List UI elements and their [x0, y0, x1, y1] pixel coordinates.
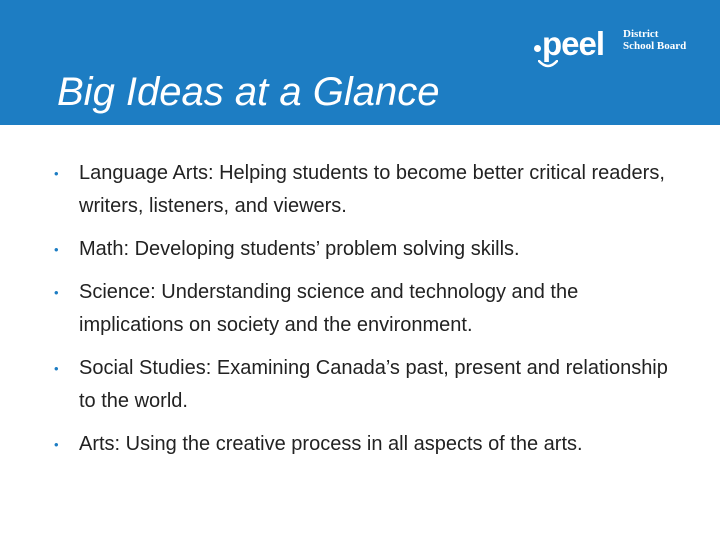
bullet-text: Math: Developing students’ problem solving skills.: [79, 238, 520, 260]
bullet-marker: •: [54, 242, 59, 257]
bullet-marker: •: [54, 361, 59, 376]
bullet-text: Science: Understanding science and technology and the implications on society and the environment.: [79, 281, 579, 336]
bullet-marker: •: [54, 166, 59, 181]
bullet-text: Language Arts: Helping students to become better critical readers, writers, listeners, and viewers.: [79, 162, 665, 217]
bullet-language-arts: [54, 157, 674, 223]
big-ideas-list: [54, 157, 674, 471]
peel-district-school-board-logo: [530, 26, 700, 74]
bullet-marker: •: [54, 285, 59, 300]
bullet-arts: [54, 428, 674, 461]
bullet-science: [54, 276, 674, 342]
bullet-text: Social Studies: Examining Canada’s past, present and relationship to the world.: [79, 357, 668, 412]
logo-smile-icon: [538, 60, 558, 70]
bullet-text: Arts: Using the creative process in all aspects of the arts.: [79, 433, 583, 455]
logo-org-line1: District: [623, 28, 659, 40]
bullet-math: [54, 233, 674, 266]
logo-org-name: [623, 28, 686, 52]
slide-title: Big Ideas at a Glance: [57, 70, 440, 114]
bullet-social-studies: [54, 352, 674, 418]
logo-dot: [534, 45, 541, 52]
bullet-marker: •: [54, 437, 59, 452]
logo-wordmark: peel: [542, 25, 605, 62]
slide-header: [0, 0, 720, 125]
logo-org-line2: School Board: [623, 40, 687, 52]
